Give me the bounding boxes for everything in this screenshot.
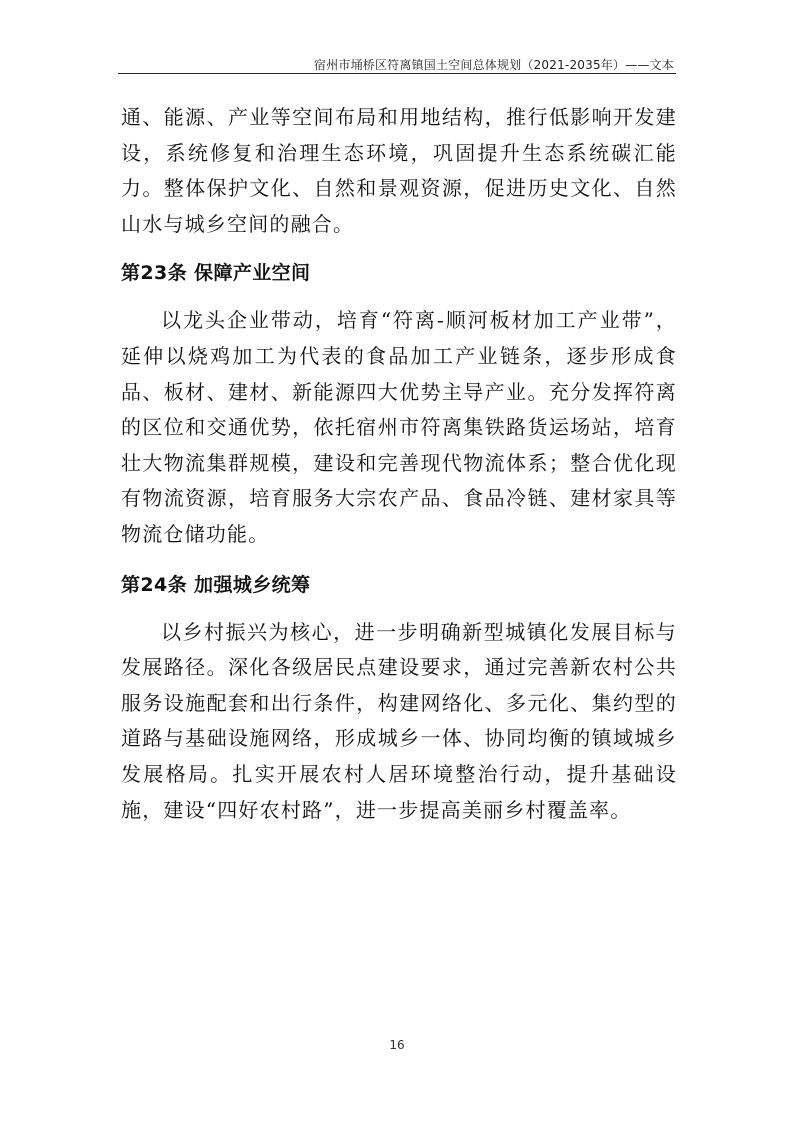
continued-paragraph: 通、能源、产业等空间布局和用地结构，推行低影响开发建设，系统修复和治理生态环境，巩固提升生态系统碳汇能力。整体保护文化、自然和景观资源，促进历史文化、自然山水与城乡空间的融合。 [121,105,677,236]
section-heading: 第24条 加强城乡统筹 [121,573,311,596]
header-title: 宿州市埇桥区符离镇国土空间总体规划（2021-2035年）——文本 [313,58,674,72]
header-divider [118,73,676,74]
section-paragraph: 以乡村振兴为核心，进一步明确新型城镇化发展目标与发展路径。深化各级居民点建设要求，通过完善新农村公共服务设施配套和出行条件，构建网络化、多元化、集约型的道路与基础设施网络，形成城乡一体、协同均衡的镇域城乡发展格局。扎实开展农村人居环境整治行动，提升基础设施，建设“四好农村路”，进一步提高美丽乡村覆盖率。 [121,619,677,822]
page-body [121,100,677,828]
section-heading: 第23条 保障产业空间 [121,262,311,285]
section-24 [121,568,677,829]
section-paragraph: 以龙头企业带动，培育“符离-顺河板材加工产业带”，延伸以烧鸡加工为代表的食品加工产业链条，逐步形成食品、板材、建材、新能源四大优势主导产业。充分发挥符离的区位和交通优势，依托宿州市符离集铁路货运场站，培育壮大物流集群规模，建设和完善现代物流体系；整合优化现有物流资源，培育服务大宗农产品、食品冷链、建材家具等物流仓储功能。 [121,308,677,546]
section-23 [121,256,677,552]
page-number: 16 [389,1038,405,1052]
